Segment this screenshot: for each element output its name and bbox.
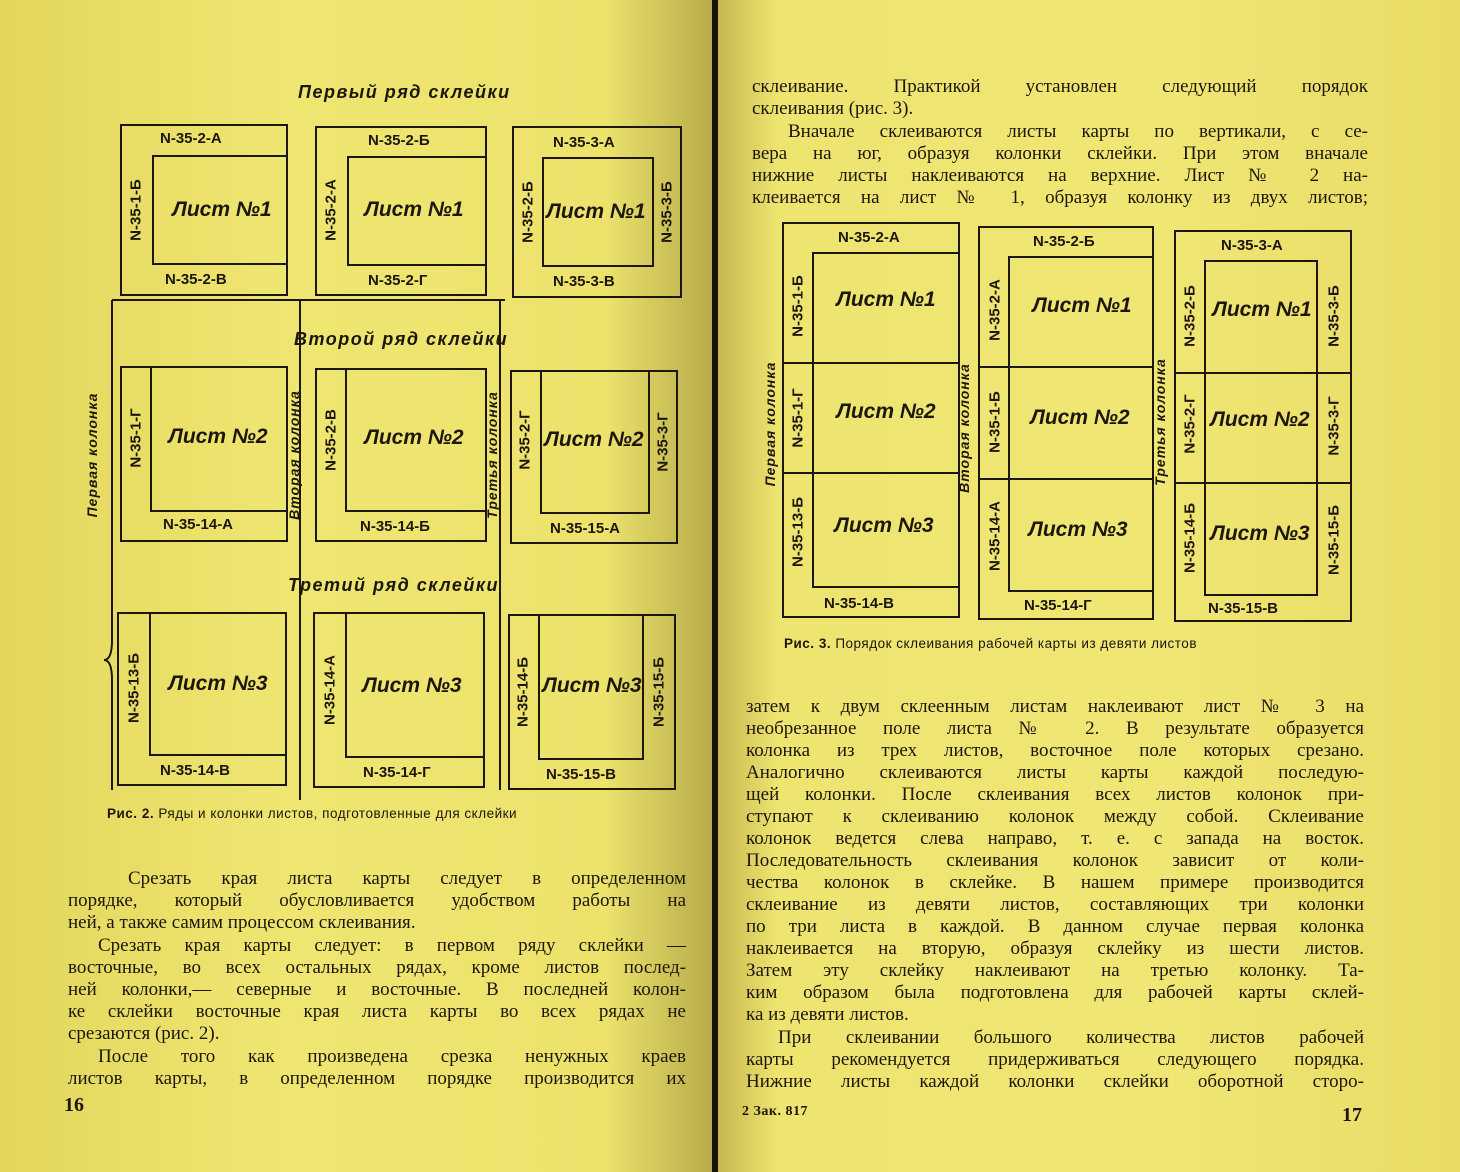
paragraph xyxy=(746,1049,1364,1071)
right-page xyxy=(718,0,1460,1172)
fig2-label-side: N-35-2-Г xyxy=(516,410,534,470)
fig3-label-right: N-35-15-Б xyxy=(1325,505,1343,575)
paragraph xyxy=(746,982,1364,1004)
fig3-column-label-1: Первая колонка xyxy=(762,361,778,487)
paragraph xyxy=(746,1071,1364,1093)
fig3-sheet-name: Лист №2 xyxy=(836,400,936,423)
paragraph xyxy=(98,935,686,957)
text-line: Аналогично склеиваются листы карты каждой последую- xyxy=(746,762,1364,783)
fig3-label-left: N-35-1-Б xyxy=(789,275,807,337)
fig3-label-top: N-35-3-А xyxy=(1221,237,1283,254)
fig2-sheet-name: Лист №2 xyxy=(168,425,268,448)
fig2-sheet-name: Лист №1 xyxy=(172,198,272,221)
paragraph xyxy=(746,872,1364,894)
paragraph xyxy=(746,828,1364,850)
fig3-label-left: N-35-14-Б xyxy=(1181,503,1199,573)
fig3-sheet-name: Лист №2 xyxy=(1210,408,1310,431)
paragraph xyxy=(746,916,1364,938)
left-page xyxy=(0,0,712,1172)
fig2-label-side: N-35-2-Б xyxy=(519,181,537,243)
fig3-sheet-name: Лист №1 xyxy=(1212,298,1312,321)
text-line: порядке, который обусловливается удобством работы на xyxy=(68,890,686,911)
page-number: 16 xyxy=(64,1094,84,1116)
paragraph xyxy=(746,1004,1364,1026)
text-line: При склеивании большого количества листов рабочей xyxy=(778,1027,1364,1048)
fig2-label-right: N-35-3-Б xyxy=(658,181,676,243)
fig2-sheet-name: Лист №2 xyxy=(364,426,464,449)
paragraph xyxy=(746,894,1364,916)
text-line: нижние листы наклеиваются на верхние. Лист № 2 на- xyxy=(752,165,1368,186)
fig3-label-left: N-35-2-Б xyxy=(1181,285,1199,347)
fig2-label-bottom: N-35-15-В xyxy=(546,766,617,783)
fig2-label-side: N-35-2-А xyxy=(322,179,340,241)
text-line: ступают к склеиванию колонок между собой. Склеивание xyxy=(746,806,1364,827)
text-line: щей колонки. После склеивания всех листов колонок при- xyxy=(746,784,1364,805)
fig2-sheet-name: Лист №1 xyxy=(546,200,646,223)
text-line: Срезать края карты следует: в первом ряду склейки — xyxy=(98,935,686,956)
figure-3-caption xyxy=(784,636,1197,651)
paragraph xyxy=(68,979,686,1001)
fig2-label-side: N-35-1-Б xyxy=(127,179,145,241)
fig2-label-bottom: N-35-14-В xyxy=(160,762,231,779)
paragraph xyxy=(68,890,686,912)
text-line: ка из девяти листов. xyxy=(746,1004,909,1025)
fig2-label-right: N-35-3-Г xyxy=(654,412,672,472)
fig2-sheet-name: Лист №2 xyxy=(544,428,644,451)
fig2-label-bottom: N-35-2-В xyxy=(165,271,227,288)
fig3-sheet-name: Лист №3 xyxy=(1028,518,1128,541)
fig3-label-left: N-35-2-Г xyxy=(1181,394,1199,454)
fig3-label-left: N-35-1-Б xyxy=(986,391,1004,453)
fig3-divider xyxy=(1174,372,1352,374)
column-label-2: Вторая колонка xyxy=(286,390,302,520)
text-line: клеивается на лист № 1, образуя колонку из двух листов; xyxy=(752,187,1368,208)
paragraph xyxy=(752,143,1368,165)
fig3-sheet-name: Лист №3 xyxy=(834,514,934,537)
fig2-sheet-name: Лист №1 xyxy=(364,198,464,221)
text-line: наклеивается на вторую, образуя склейку из шести листов. xyxy=(746,938,1364,959)
fig2-label-bottom: N-35-3-В xyxy=(553,273,615,290)
paragraph xyxy=(752,98,1368,120)
row-title-2: Второй ряд склейки xyxy=(294,329,509,349)
paragraph xyxy=(746,938,1364,960)
fig2-label-top: N-35-3-А xyxy=(553,134,615,151)
fig3-sheet-name: Лист №3 xyxy=(1210,522,1310,545)
fig3-divider xyxy=(782,472,960,474)
text-line: После того как произведена срезка ненужных краев xyxy=(98,1046,686,1067)
fig3-label-right: N-35-3-Г xyxy=(1325,396,1343,456)
paragraph xyxy=(68,1023,686,1045)
text-line: листов карты, в определенном порядке производится их xyxy=(68,1068,686,1089)
fig3-label-bottom: N-35-14-В xyxy=(824,595,895,612)
paragraph xyxy=(752,165,1368,187)
fig2-sheet-name: Лист №3 xyxy=(542,674,642,697)
text-line: ким образом была подготовлена для рабочей карты склей- xyxy=(746,982,1364,1003)
paragraph xyxy=(68,957,686,979)
fig2-label-side: N-35-14-А xyxy=(321,654,339,726)
fig3-label-left: N-35-2-А xyxy=(986,279,1004,341)
fig2-label-side: N-35-1-Г xyxy=(127,408,145,468)
paragraph xyxy=(98,1046,686,1068)
fig2-label-bottom: N-35-14-А xyxy=(163,516,234,533)
text-line: по три листа в каждой. В данном случае первая колонка xyxy=(746,916,1364,937)
fig3-column-label-3: Третья колонка xyxy=(1152,358,1168,486)
fig3-sheet-name: Лист №2 xyxy=(1030,406,1130,429)
text-line: вера на юг, образуя колонки склейки. При этом вначале xyxy=(752,143,1368,164)
fig3-label-top: N-35-2-А xyxy=(838,229,900,246)
paragraph xyxy=(778,1027,1364,1049)
fig3-label-left: N-35-14-А xyxy=(986,500,1004,572)
row-title-1: Первый ряд склейки xyxy=(298,82,511,102)
paragraph xyxy=(746,696,1364,718)
fig3-label-left: N-35-1-Г xyxy=(789,388,807,448)
row-title-3: Третий ряд склейки xyxy=(288,575,499,595)
fig2-label-side: N-35-14-Б xyxy=(514,657,532,727)
paragraph xyxy=(746,762,1364,784)
text-line: ней, а также самим процессом склеивания. xyxy=(68,912,416,933)
paragraph xyxy=(746,718,1364,740)
caption-text: Порядок склеивания рабочей карты из девяти листов xyxy=(835,636,1197,651)
fig3-sheet-name: Лист №1 xyxy=(836,288,936,311)
column-label-3: Третья колонка xyxy=(484,391,500,519)
fig3-divider xyxy=(782,362,960,364)
page-number: 17 xyxy=(1342,1104,1362,1126)
fig3-divider xyxy=(1174,482,1352,484)
fig2-sheet-name: Лист №3 xyxy=(362,674,462,697)
column-label-1: Первая колонка xyxy=(84,392,100,518)
fig2-label-top: N-35-2-Б xyxy=(368,132,430,149)
fig3-column-label-2: Вторая колонка xyxy=(956,363,972,493)
text-line: затем к двум склеенным листам наклеивают лист № 3 на xyxy=(746,696,1364,717)
paragraph xyxy=(746,960,1364,982)
caption-text: Ряды и колонки листов, подготовленные для склейки xyxy=(158,806,518,821)
fig3-label-top: N-35-2-Б xyxy=(1033,233,1095,250)
fig2-label-bottom: N-35-14-Б xyxy=(360,518,430,535)
fig2-label-side: N-35-13-Б xyxy=(125,653,143,723)
fig2-label-side: N-35-2-В xyxy=(322,409,340,471)
text-line: необрезанное поле листа № 2. В результате образуется xyxy=(746,718,1364,739)
fig3-label-bottom: N-35-15-В xyxy=(1208,600,1279,617)
text-line: Затем эту склейку наклеивают на третью колонку. Та- xyxy=(746,960,1364,981)
text-line: колонок ведется слева направо, т. е. с запада на восток. xyxy=(746,828,1364,849)
paragraph xyxy=(68,868,686,890)
paragraph xyxy=(788,121,1368,143)
text-line: Нижние листы каждой колонки склейки оборотной сторо- xyxy=(746,1071,1364,1092)
text-line: Вначале склеиваются листы карты по вертикали, с се- xyxy=(788,121,1368,142)
text-line: склеивания (рис. 3). xyxy=(752,98,914,119)
fig3-label-right: N-35-3-Б xyxy=(1325,285,1343,347)
fig3-sheet-name: Лист №1 xyxy=(1032,294,1132,317)
text-line: карты рекомендуется придерживаться следующего порядка. xyxy=(746,1049,1364,1070)
text-line: Последовательность склеивания колонок зависит от коли- xyxy=(746,850,1364,871)
figure-2-caption xyxy=(107,806,517,821)
paragraph xyxy=(746,784,1364,806)
caption-label: Рис. 2. xyxy=(107,806,155,821)
caption-label: Рис. 3. xyxy=(784,636,832,651)
paragraph xyxy=(746,740,1364,762)
fig2-label-bottom: N-35-2-Г xyxy=(368,272,428,289)
text-line: ней колонки,— северные и восточные. В последней колон- xyxy=(68,979,686,1000)
fig2-label-bottom: N-35-15-А xyxy=(550,520,621,537)
paragraph xyxy=(752,76,1368,98)
text-line: срезаются (рис. 2). xyxy=(68,1023,220,1044)
paragraph xyxy=(68,1001,686,1023)
paragraph xyxy=(746,806,1364,828)
text-line: восточные, во всех остальных рядах, кроме листов послед- xyxy=(68,957,686,978)
text-line: ке склейки восточные края листа карты во всех рядах не xyxy=(68,1001,686,1022)
text-line: склеивание. Практикой установлен следующий порядок xyxy=(752,76,1368,97)
text-line: Срезать края листа карты следует в определенном xyxy=(128,868,686,889)
text-line: чества колонок в склейке. В нашем примере производится xyxy=(746,872,1364,893)
fig3-label-bottom: N-35-14-Г xyxy=(1024,597,1092,614)
paragraph xyxy=(68,1068,686,1090)
fig3-label-left: N-35-13-Б xyxy=(789,497,807,567)
fig2-sheet-name: Лист №3 xyxy=(168,672,268,695)
paragraph xyxy=(68,912,686,934)
paragraph xyxy=(752,187,1368,209)
fig2-label-top: N-35-2-А xyxy=(160,130,222,147)
fig2-label-bottom: N-35-14-Г xyxy=(363,764,431,781)
paragraph xyxy=(746,850,1364,872)
fig2-label-right: N-35-15-Б xyxy=(650,657,668,727)
fig3-divider xyxy=(978,366,1154,368)
text-line: склеивание из девяти листов, составляющих три колонки xyxy=(746,894,1364,915)
fig3-divider xyxy=(978,478,1154,480)
footer-signature: 2 Зак. 817 xyxy=(742,1104,808,1119)
text-line: колонка из трех листов, восточное поле которых срезано. xyxy=(746,740,1364,761)
